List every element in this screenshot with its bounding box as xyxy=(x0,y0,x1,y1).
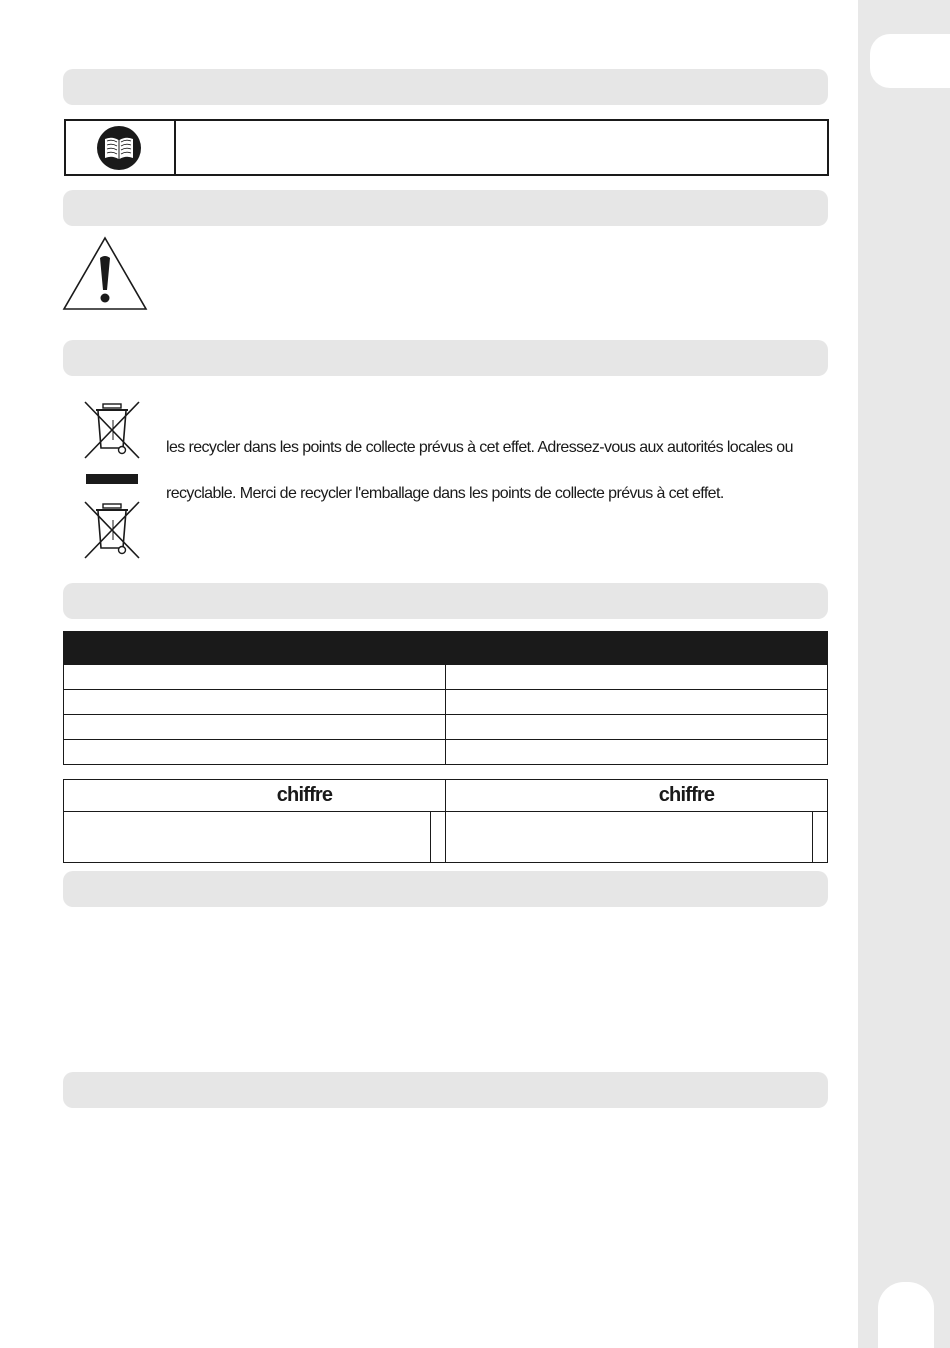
table-cell xyxy=(64,665,446,690)
weee-bar xyxy=(86,474,138,484)
table-header-row xyxy=(64,632,828,665)
section-header-3 xyxy=(63,340,828,376)
table-cell xyxy=(446,715,828,740)
digits-header-cell xyxy=(64,780,446,812)
table-row xyxy=(64,740,828,765)
page-number-tab xyxy=(878,1282,934,1348)
table-header-cell xyxy=(64,632,446,665)
table-cell xyxy=(64,740,446,765)
side-tab-top xyxy=(870,34,950,88)
digit-description-cell xyxy=(813,812,828,863)
digits-header-row xyxy=(64,780,828,812)
recycling-text-line-2: recyclable. Merci de recycler l'emballage dans les points de collecte prévus à cet effet. xyxy=(166,485,724,502)
recycling-text-line-1: les recycler dans les points de collecte prévus à cet effet. Adressez-vous aux autorités locales ou xyxy=(166,439,793,456)
table-cell xyxy=(64,715,446,740)
table-row xyxy=(64,690,828,715)
manual-icon-cell xyxy=(66,121,176,174)
digits-header-label: chiffre xyxy=(276,784,333,806)
section-header-6 xyxy=(63,1072,828,1108)
section-header-5 xyxy=(63,871,828,907)
side-strip xyxy=(858,0,950,1348)
warning-triangle-icon xyxy=(62,236,148,311)
table-cell xyxy=(446,740,828,765)
digits-header-cell xyxy=(445,780,827,812)
crossed-bin-icon xyxy=(83,400,141,460)
section-header-1 xyxy=(63,69,828,105)
table-cell xyxy=(446,665,828,690)
table-row xyxy=(64,812,828,863)
section-header-2 xyxy=(63,190,828,226)
table-row xyxy=(64,665,828,690)
digits-table xyxy=(63,779,828,863)
crossed-bin-icon xyxy=(83,500,141,560)
read-manual-notice xyxy=(64,119,829,176)
digits-header-label: chiffre xyxy=(658,784,715,806)
specifications-table xyxy=(63,631,828,765)
table-header-cell xyxy=(446,632,828,665)
table-row xyxy=(64,715,828,740)
digit-number-cell xyxy=(64,812,431,863)
table-cell xyxy=(64,690,446,715)
digit-number-cell xyxy=(445,812,812,863)
section-header-4 xyxy=(63,583,828,619)
book-manual-icon xyxy=(96,125,142,171)
digit-description-cell xyxy=(431,812,446,863)
table-cell xyxy=(446,690,828,715)
